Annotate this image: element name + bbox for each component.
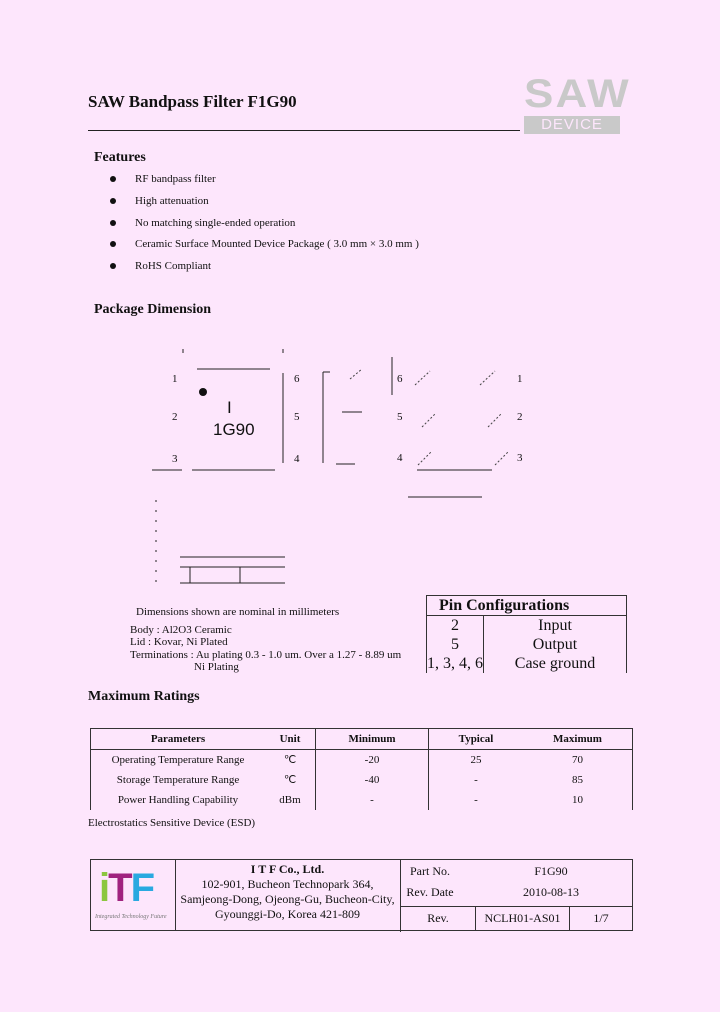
marking-line2: 1G90 <box>213 420 255 439</box>
body-note: Body : Al2O3 Ceramic <box>130 624 232 636</box>
ratings-table <box>90 728 633 810</box>
table-row: 2 Input <box>427 616 626 635</box>
pin-label: 3 <box>172 453 178 465</box>
pin-label: 2 <box>517 411 523 423</box>
table-header: Parameters Unit Minimum Typical Maximum <box>91 729 632 750</box>
pin-label: 6 <box>294 373 300 385</box>
footer-block <box>90 859 633 931</box>
page-title: SAW Bandpass Filter F1G90 <box>88 92 297 111</box>
rev-value: NCLH01-AS01 <box>484 911 561 925</box>
table-row: 5 Output <box>427 635 626 654</box>
table-row: 1, 3, 4, 6 Case ground <box>427 655 596 672</box>
dimension-note: Dimensions shown are nominal in millimeters <box>136 606 340 618</box>
pin-label: 1 <box>172 373 178 385</box>
esd-note: Electrostatics Sensitive Device (ESD) <box>88 817 256 829</box>
pin-label: 5 <box>294 411 300 423</box>
pin-config-table <box>426 595 627 673</box>
ratings-heading: Maximum Ratings <box>88 689 200 704</box>
feature-item: No matching single-ended operation <box>110 217 295 229</box>
package-heading: Package Dimension <box>94 302 212 317</box>
pin-label: 4 <box>397 452 403 464</box>
part-value: F1G90 <box>534 864 568 878</box>
feature-item: Ceramic Surface Mounted Device Package ( 3.0 mm × 3.0 mm ) <box>110 238 419 250</box>
table-row: Operating Temperature Range ℃ -20 25 70 <box>91 750 632 770</box>
feature-item: RF bandpass filter <box>110 173 216 185</box>
table-row: Storage Temperature Range ℃ -40 - 85 <box>91 770 632 790</box>
title-rule <box>88 130 520 131</box>
pin-label: 6 <box>397 373 403 385</box>
marking-line1: I <box>227 398 232 417</box>
features-heading: Features <box>94 150 146 165</box>
pin-config-heading: Pin Configurations <box>427 596 626 616</box>
pin-label: 4 <box>294 453 300 465</box>
bullet-icon <box>110 220 116 226</box>
page-number: 1/7 <box>593 911 609 925</box>
itf-logo: iTF Integrated Technology Future <box>91 860 176 930</box>
date-value: 2010-08-13 <box>523 885 579 899</box>
terminations-note-cont: Ni Plating <box>194 661 239 673</box>
pin-label: 2 <box>172 411 178 423</box>
saw-logo: SAW <box>524 72 631 116</box>
device-logo: DEVICE <box>524 116 620 134</box>
package-drawing <box>140 335 590 595</box>
pin-label: 1 <box>517 373 523 385</box>
pin-label: 5 <box>397 411 403 423</box>
lid-note: Lid : Kovar, Ni Plated <box>130 636 228 648</box>
feature-item: High attenuation <box>110 195 209 207</box>
table-row: Power Handling Capability dBm - - 10 <box>91 790 632 810</box>
bullet-icon <box>110 198 116 204</box>
part-label: Part No. <box>410 864 450 878</box>
bullet-icon <box>110 241 116 247</box>
date-label: Rev. Date <box>406 885 454 899</box>
company-address: I T F Co., Ltd. 102-901, Bucheon Technopark 364, Samjeong-Dong, Ojeong-Gu, Bucheon-City, Gyounggi-Do, Korea 421-809 <box>175 860 401 932</box>
terminations-note: Terminations : Au plating 0.3 - 1.0 um. Over a 1.27 - 8.89 um <box>130 649 402 661</box>
bullet-icon <box>110 263 116 269</box>
rev-label: Rev. <box>427 911 449 925</box>
feature-item: RoHS Compliant <box>110 260 211 272</box>
bullet-icon <box>110 176 116 182</box>
pin-label: 3 <box>517 452 523 464</box>
